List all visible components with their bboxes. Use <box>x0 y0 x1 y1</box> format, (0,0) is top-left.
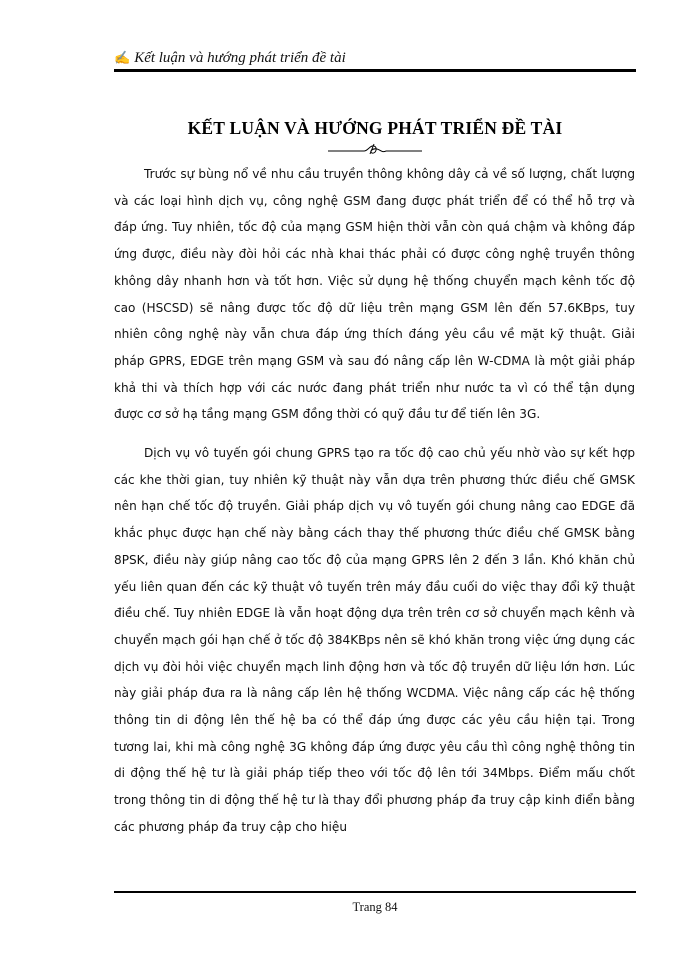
page-number: Trang 84 <box>352 900 398 914</box>
running-header <box>114 48 634 70</box>
footer-rule <box>114 891 636 893</box>
scroll-flourish-icon <box>328 142 422 158</box>
header-rule <box>114 69 636 72</box>
page-title: KẾT LUẬN VÀ HƯỚNG PHÁT TRIỂN ĐỀ TÀI <box>187 118 563 138</box>
writing-hand-icon: ✍ <box>114 50 131 65</box>
running-header-title: Kết luận và hướng phát triển đề tài <box>134 50 346 66</box>
paragraph: Dịch vụ vô tuyến gói chung GPRS tạo ra tốc độ cao chủ yếu nhờ vào sự kết hợp các khe thời gian, tuy nhiên kỹ thuật này vẫn dựa trên phương thức điều chế GMSK nên hạn chế tốc độ truyền. Giải pháp dịch vụ vô tuyến gói chung nâng cao EDGE đã khắc phục được hạn chế này bằng cách thay thế phương thức điều chế GMSK bằng 8PSK, điều này giúp nâng cao tốc độ của mạng GPRS lên 2 đến 3 lần. Khó khăn chủ yếu liên quan đến các kỹ thuật vô tuyến trên máy đầu cuối do việc thay đổi kỹ thuật điều chế. Tuy nhiên EDGE là vẫn hoạt động dựa trên trên cơ sở chuyển mạch kênh và chuyển mạch gói hạn chế ở tốc độ 384KBps nên sẽ khó khăn trong việc ứng dụng các dịch vụ đòi hỏi việc chuyển mạch linh động hơn và tốc độ truyền dữ liệu lớn hơn. Lúc này giải pháp đưa ra là nâng cấp lên hệ thống WCDMA. Việc nâng cấp các hệ thống thông tin di động lên thế hệ ba có thể đáp ứng được các yêu cầu hiện tại. Trong tương lai, khi mà công nghệ 3G không đáp ứng được yêu cầu thì công nghệ thông tin di động thế hệ tư là giải pháp tiếp theo với tốc độ lên tới 34Mbps. Điểm mấu chốt trong thông tin di động thế hệ tư là thay đổi phương pháp đa truy cập kinh điển bằng các phương pháp đa truy cập cho hiệu <box>114 446 635 834</box>
document-body <box>114 161 635 853</box>
paragraph: Trước sự bùng nổ về nhu cầu truyền thông không dây cả về số lượng, chất lượng và các loại hình dịch vụ, công nghệ GSM đang được phát triển để có thể hỗ trợ và đáp ứng. Tuy nhiên, tốc độ của mạng GSM hiện thời vẫn còn quá chậm và không đáp ứng được, điều này đòi hỏi các nhà khai thác phải có được công nghệ truyền thông không dây nhanh hơn và tốt hơn. Việc sử dụng hệ thống chuyển mạch kênh tốc độ cao (HSCSD) sẽ nâng được tốc độ dữ liệu trên mạng GSM lên đến 57.6KBps, tuy nhiên công nghệ này vẫn chưa đáp ứng thích đáng yêu cầu về mặt kỹ thuật. Giải pháp GPRS, EDGE trên mạng GSM và sau đó nâng cấp lên W-CDMA là một giải pháp khả thi và thích hợp với các nước đang phát triển như nước ta vì có thể tận dụng được cơ sở hạ tầng mạng GSM đồng thời có quỹ đầu tư để tiến lên 3G. <box>114 167 635 422</box>
